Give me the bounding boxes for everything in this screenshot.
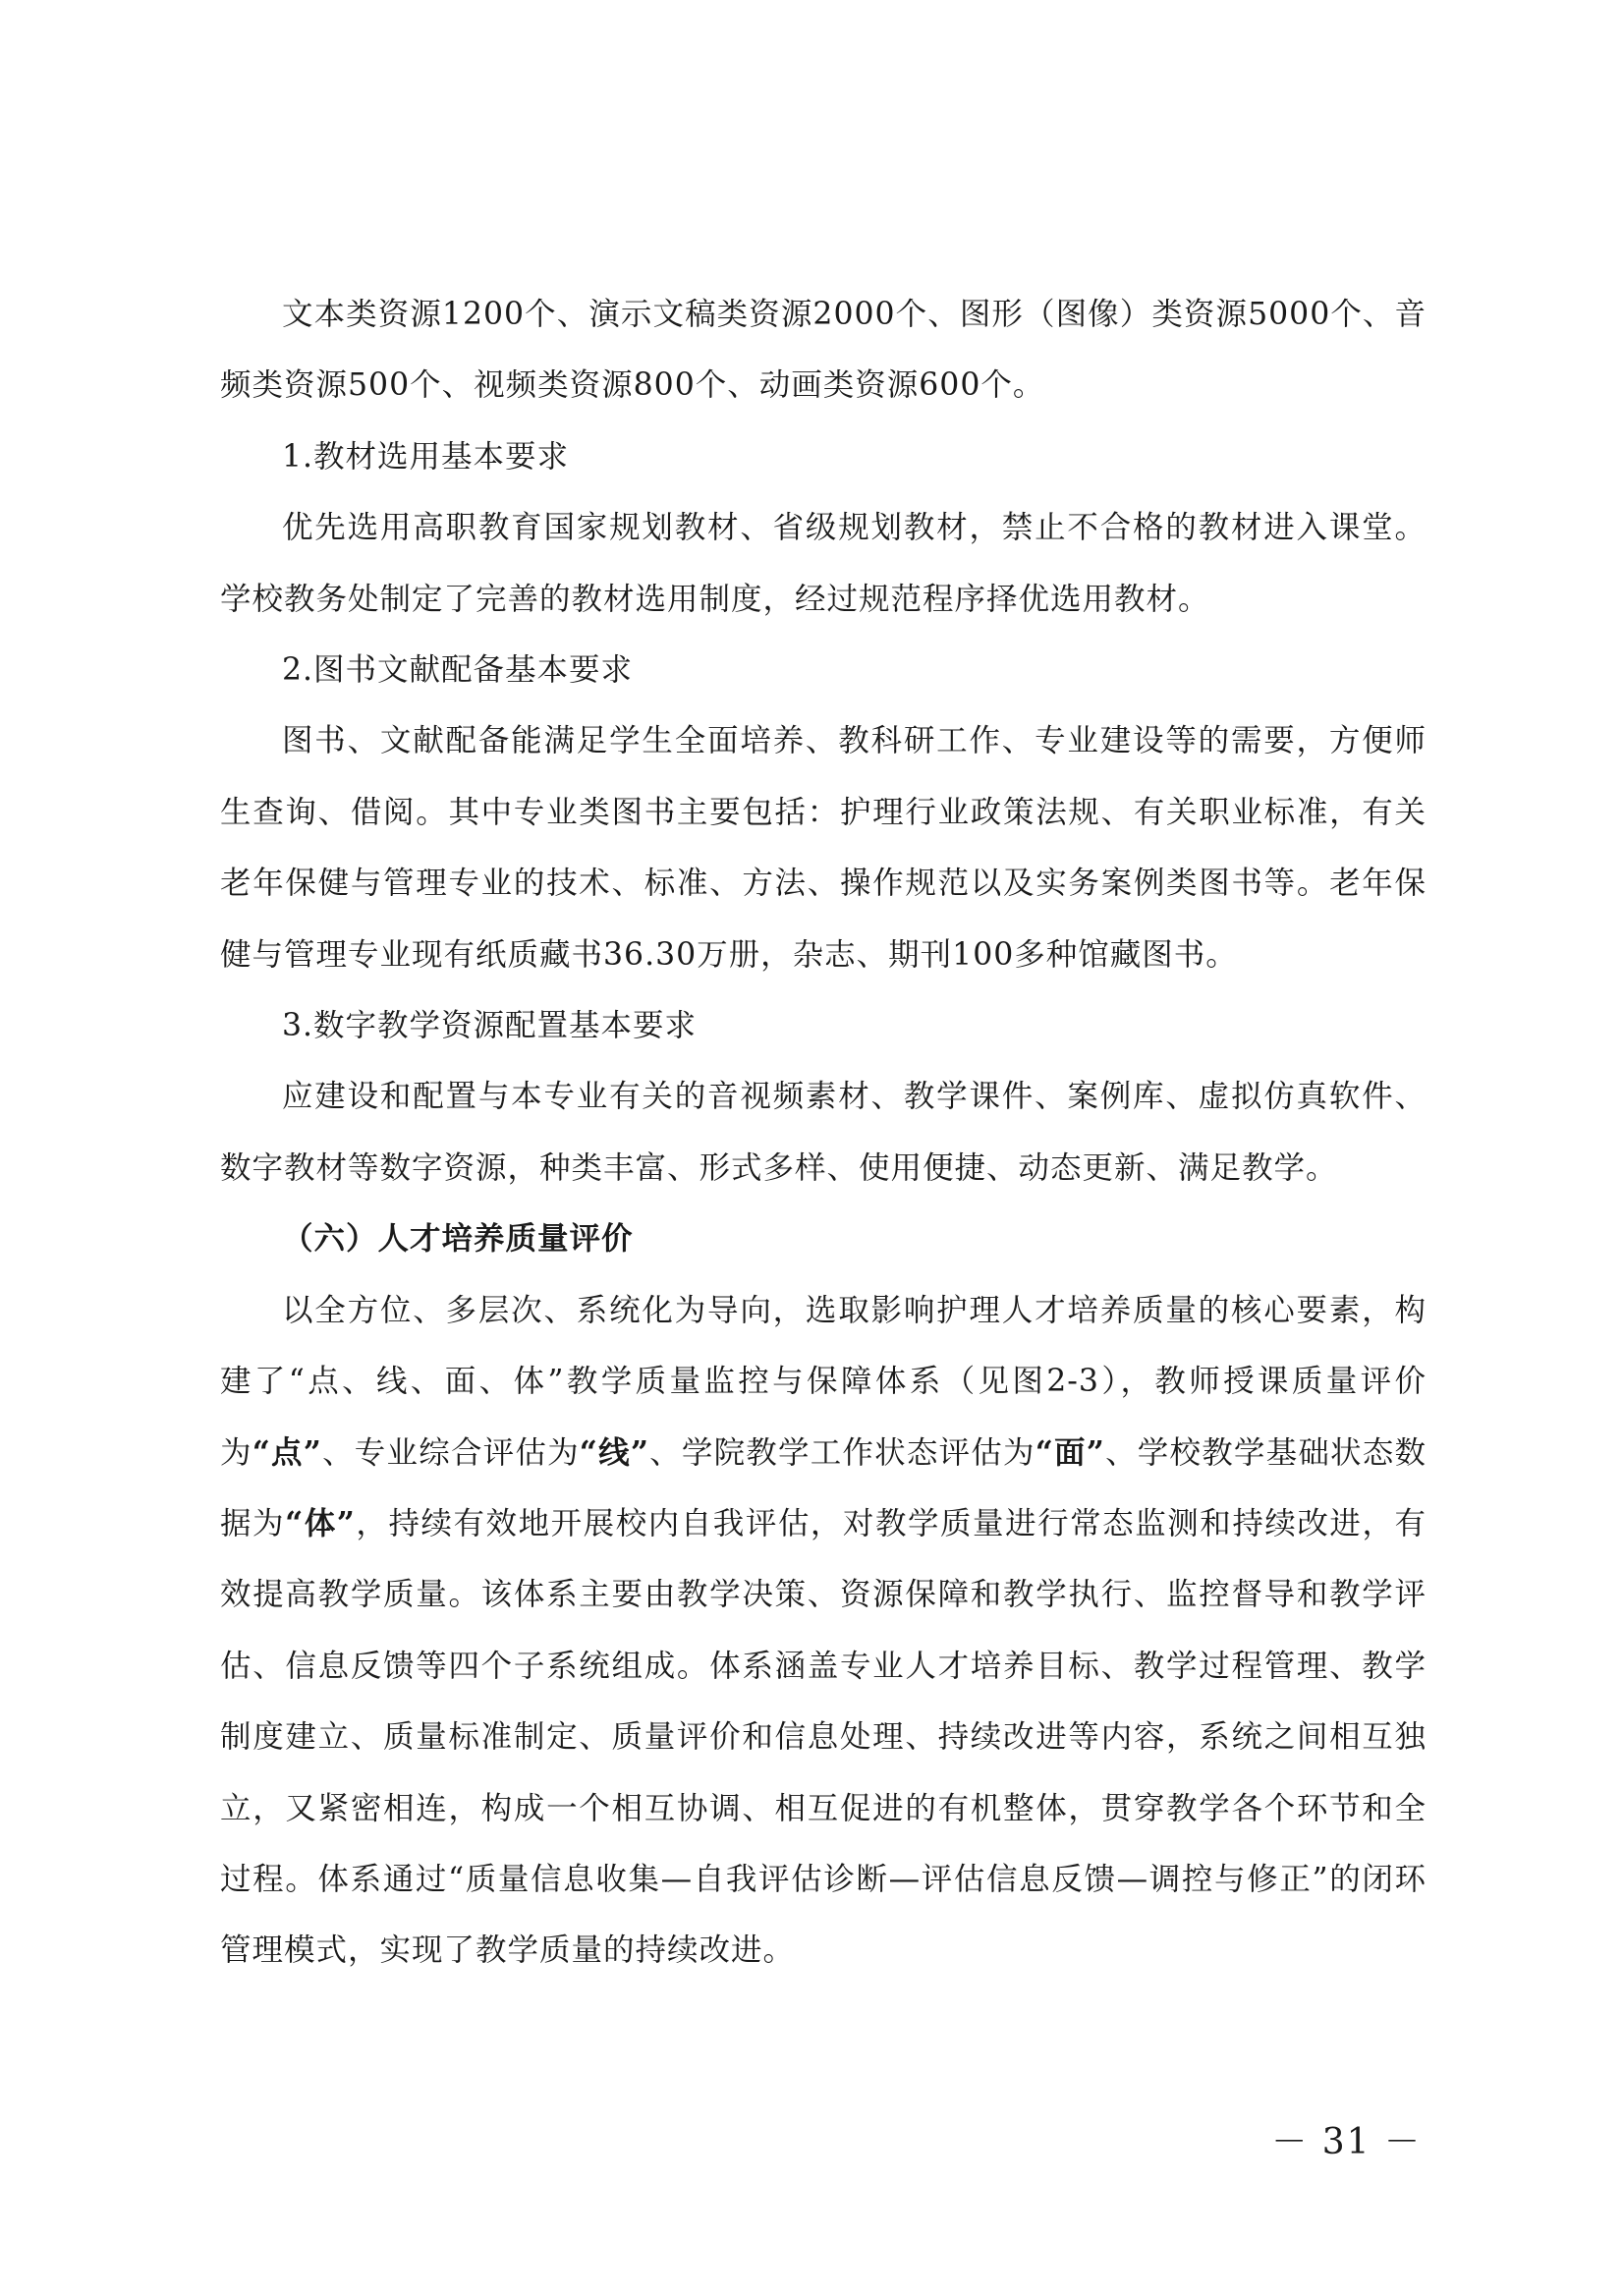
document-body — [220, 279, 1427, 1987]
quality-text-part-1: 以全方位、多层次、系统化为导向，选取影响护理人才培养质量的核心要素，构建了“点、线、面、体”教学质量监控与保障体系（见图2-3），教师授课质量评价为 — [220, 1292, 1427, 1471]
paragraph-quality-evaluation — [220, 1275, 1427, 1987]
quality-text-part-2: 、专业综合评估为 — [321, 1434, 580, 1471]
quality-text-part-4: 、学校教学基础状态数据为 — [220, 1434, 1427, 1541]
heading-digital-resources: 3.数字教学资源配置基本要求 — [282, 1008, 698, 1044]
paragraph-resources: 文本类资源1200个、演示文稿类资源2000个、图形（图像）类资源5000个、音频类资源500个、视频类资源800个、动画类资源600个。 — [220, 297, 1427, 404]
quality-bold-surface: “面” — [1035, 1433, 1105, 1471]
paragraph-digital-resources: 应建设和配置与本专业有关的音视频素材、教学课件、案例库、虚拟仿真软件、数字教材等数字资源，种类丰富、形式多样、使用便捷、动态更新、满足教学。 — [220, 1079, 1427, 1186]
paragraph-books-literature: 图书、文献配备能满足学生全面培养、教科研工作、专业建设等的需要，方便师生查询、借阅。其中专业类图书主要包括：护理行业政策法规、有关职业标准，有关老年保健与管理专业的技术、标准、方法、操作规范以及实务案例类图书等。老年保健与管理专业现有纸质藏书36.30万册，杂志、期刊100多种馆藏图书。 — [220, 723, 1427, 973]
page-number: － 31 － — [1271, 2122, 1422, 2162]
quality-text-part-3: 、学院教学工作状态评估为 — [648, 1434, 1035, 1471]
section-heading-quality-evaluation: （六）人才培养质量评价 — [282, 1220, 634, 1258]
paragraph-textbook-selection: 优先选用高职教育国家规划教材、省级规划教材，禁止不合格的教材进入课堂。学校教务处制定了完善的教材选用制度，经过规范程序择优选用教材。 — [220, 510, 1427, 617]
quality-text-part-5: ，持续有效地开展校内自我评估，对教学质量进行常态监测和持续改进，有效提高教学质量。该体系主要由教学决策、资源保障和教学执行、监控督导和教学评估、信息反馈等四个子系统组成。体系涵盖专业人才培养目标、教学过程管理、教学制度建立、质量标准制定、质量评价和信息处理、持续改进等内容，系统之间相互独立，又紧密相连，构成一个相互协调、相互促进的有机整体，贯穿教学各个环节和全过程。体系通过“质量信息收集—自我评估诊断—评估信息反馈—调控与修正”的闭环管理模式，实现了教学质量的持续改进。 — [220, 1505, 1427, 1969]
quality-bold-body: “体” — [285, 1504, 356, 1541]
heading-books-literature: 2.图书文献配备基本要求 — [282, 652, 634, 689]
quality-bold-point: “点” — [252, 1433, 322, 1471]
quality-bold-line: “线” — [579, 1433, 649, 1471]
heading-textbook-selection: 1.教材选用基本要求 — [282, 438, 570, 475]
